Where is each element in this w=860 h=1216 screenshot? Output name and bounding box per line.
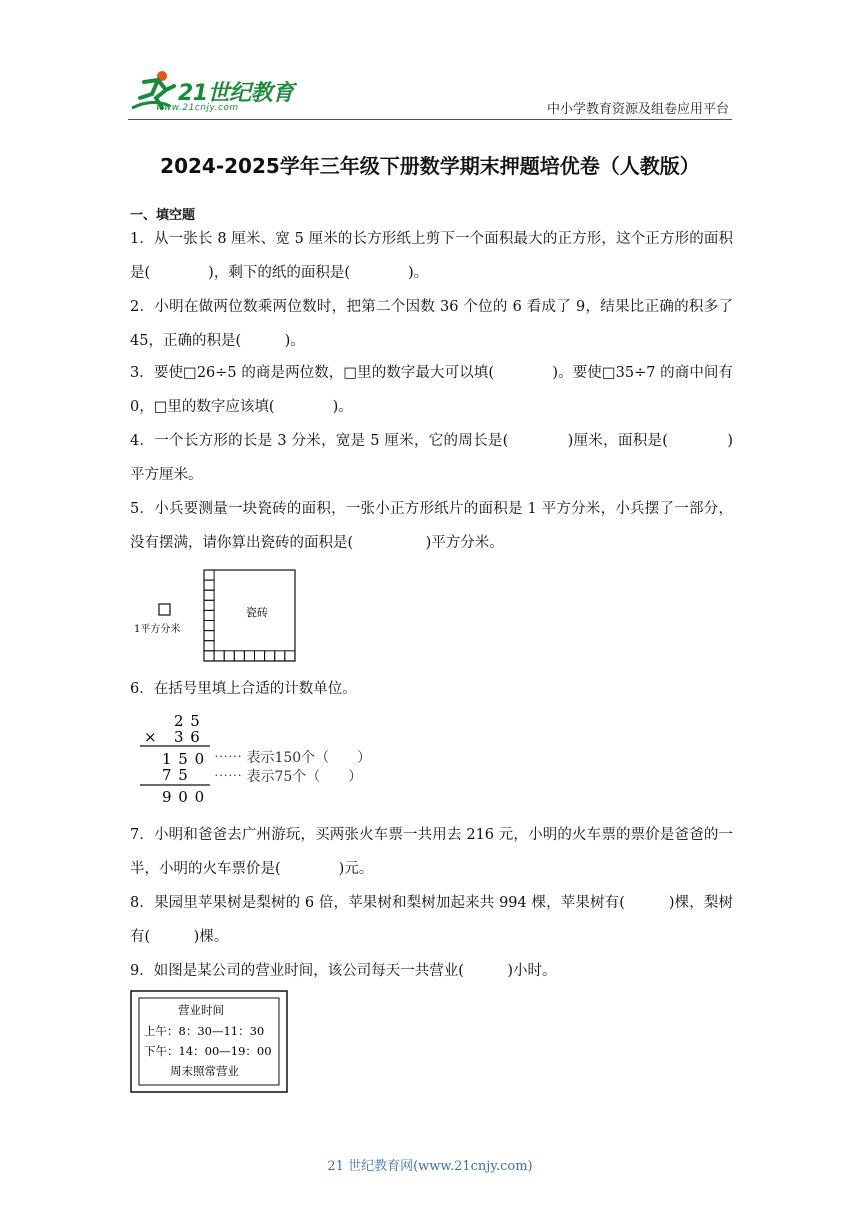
page-footer: 21 世纪教育网(www.21cnjy.com) bbox=[327, 1159, 533, 1174]
question-1: 1．从一张长 8 厘米、宽 5 厘米的长方形纸上剪下一个面积最大的正方形，这个正方形的面积是( )，剩下的纸的面积是( )。 bbox=[130, 231, 733, 281]
page-title: 2024-2025学年三年级下册数学期末押题培优卷（人教版） bbox=[160, 154, 700, 178]
note-2: ⋯⋯ 表示75个（ ） bbox=[214, 769, 363, 785]
question-8: 8．果园里苹果树是梨树的 6 倍，苹果树和梨树加起来共 994 棵，苹果树有( )棵，梨树有( )棵。 bbox=[130, 895, 733, 945]
unit-square-cell bbox=[204, 610, 214, 620]
question-7: 7．小明和爸爸去广州游玩，买两张火车票一共用去 216 元，小明的火车票的票价是爸爸的一半，小明的火车票价是( )元。 bbox=[130, 827, 733, 877]
multiplication-figure bbox=[130, 708, 390, 808]
unit-square-cell bbox=[204, 600, 214, 610]
logo-url: www.21cnjy.com bbox=[156, 103, 239, 113]
section-heading: 一、填空题 bbox=[130, 208, 196, 223]
tile-figure bbox=[130, 566, 310, 666]
question-9: 9．如图是某公司的营业时间，该公司每天一共营业( )小时。 bbox=[130, 963, 557, 979]
unit-square-cell bbox=[204, 651, 214, 661]
question-2: 2．小明在做两位数乘两位数时，把第二个因数 36 个位的 6 看成了 9，结果比正确的积多了 45，正确的积是( )。 bbox=[130, 299, 733, 349]
times-sign: × bbox=[144, 728, 158, 746]
header-divider bbox=[128, 119, 732, 120]
partial-product-2: 7 5 bbox=[162, 766, 189, 784]
product: 9 0 0 bbox=[162, 788, 206, 806]
sign-afternoon: 下午：14：00—19：00 bbox=[144, 1044, 272, 1058]
unit-square-cell bbox=[204, 590, 214, 600]
unit-square-cell bbox=[204, 621, 214, 631]
unit-square-cell bbox=[204, 570, 214, 580]
note-1: ⋯⋯ 表示150个（ ） bbox=[214, 750, 372, 766]
question-3: 3．要使□26÷5 的商是两位数，□里的数字最大可以填( )。要使□35÷7 的商中间有 0，□里的数字应该填( )。 bbox=[130, 365, 733, 415]
unit-square-cell bbox=[224, 651, 234, 661]
business-hours-sign bbox=[130, 990, 290, 1094]
unit-square-cell bbox=[204, 580, 214, 590]
unit-square-cell bbox=[285, 651, 295, 661]
unit-square bbox=[159, 604, 170, 615]
question-4: 4．一个长方形的长是 3 分米，宽是 5 厘米，它的周长是( )厘米，面积是( )平方厘米。 bbox=[130, 433, 733, 483]
partial-product-1: 1 5 0 bbox=[162, 750, 206, 768]
unit-square-cell bbox=[275, 651, 285, 661]
tile-label: 瓷砖 bbox=[246, 606, 268, 619]
question-6: 6．在括号里填上合适的计数单位。 bbox=[130, 681, 357, 697]
sign-title: 营业时间 bbox=[178, 1003, 224, 1017]
unit-label: 1平方分米 bbox=[134, 624, 181, 635]
unit-square-cell bbox=[214, 651, 224, 661]
unit-square-cell bbox=[265, 651, 275, 661]
logo-text: 21世纪教育 bbox=[178, 81, 294, 106]
unit-square-cell bbox=[234, 651, 244, 661]
question-5: 5．小兵要测量一块瓷砖的面积，一张小正方形纸片的面积是 1 平方分米，小兵摆了一部分，没有摆满，请你算出瓷砖的面积是( )平方分米。 bbox=[130, 501, 733, 551]
sign-morning: 上午：8：30—11：30 bbox=[144, 1024, 265, 1038]
platform-label: 中小学教育资源及组卷应用平台 bbox=[546, 102, 729, 117]
multiplicand: 2 5 bbox=[174, 712, 201, 730]
unit-square-cell bbox=[255, 651, 265, 661]
multiplier: 3 6 bbox=[174, 728, 201, 746]
sign-weekend: 周末照常营业 bbox=[170, 1064, 239, 1078]
unit-square-cell bbox=[204, 641, 214, 651]
unit-square-cell bbox=[244, 651, 254, 661]
unit-square-cell bbox=[204, 631, 214, 641]
